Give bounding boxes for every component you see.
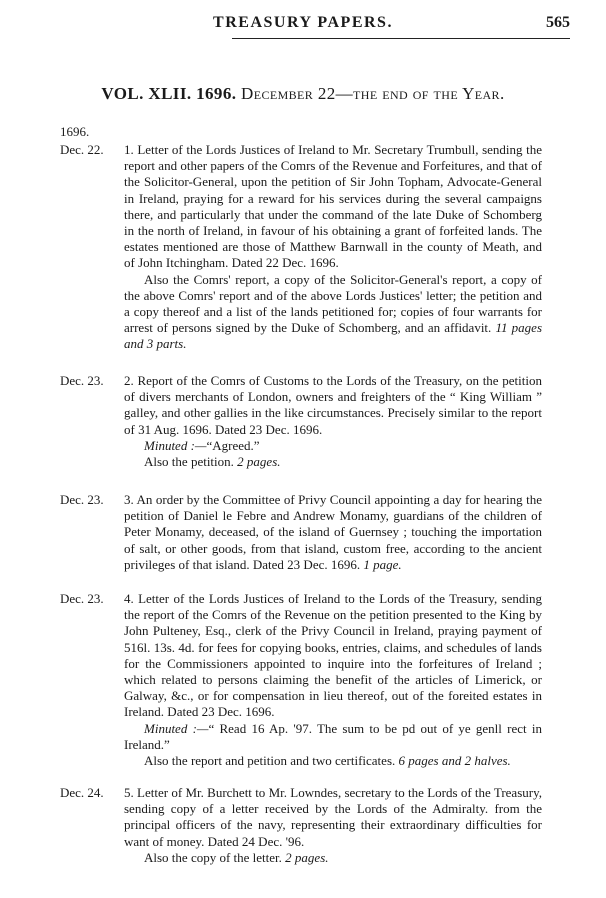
entry-date: Dec. 24.	[60, 785, 104, 800]
entry-pages: 11 pages and 3 parts.	[124, 320, 543, 352]
entry-date: Dec. 22.	[60, 142, 104, 157]
entry-text: 4. Letter of the Lords Justices of Ireland to the Lords of the Treasury, sending the report of the Comrs of the Revenue on the petition presented to the King by John Pulteney, Esq., clerk of the Privy Council in Ireland, praying payment of 516l. 13s. 4d. for fees for copying books, entries, claims, and schedules of lands for the Commissioners appointed to inquire into the forfeitures of Ireland ; which related to persons claiming the benefit of the articles of Limerick, or Galway, &c., or for compensation in lieu thereof, out of the foreited estates in Ireland. Dated 23 Dec. 1696.	[124, 591, 542, 720]
entry-pages: 1 page.	[363, 556, 402, 572]
entry-body	[124, 785, 542, 866]
entry-also-text: Also the petition.	[144, 454, 234, 470]
year-label: 1696.	[60, 124, 90, 139]
entry-also-text: Also the Comrs' report, a copy of the Solicitor-General's report, a copy of the above Comrs' report and of the above Lords Justices' letter; the petition and a copy thereof and a list of the lands petitioned for; copies of four warrants for arrest of persons signed by the Duke of Schomberg, and an affidavit.	[124, 271, 542, 336]
entry-date: Dec. 23.	[60, 591, 104, 606]
entry-date: Dec. 23.	[60, 492, 104, 507]
minuted-text: “Agreed.”	[206, 437, 260, 453]
header-rule	[232, 38, 570, 39]
entry-also	[124, 454, 542, 470]
running-title: TREASURY PAPERS.	[213, 14, 393, 31]
entry-also	[124, 850, 542, 866]
entry-also-text: Also the copy of the letter.	[144, 849, 282, 865]
volume-title: VOL. XLII. 1696.	[101, 84, 237, 103]
entry-pages: 2 pages.	[237, 454, 281, 470]
minuted-text: “ Read 16 Ap. '97. The sum to be pd out of ye genll rect in Ireland.”	[124, 720, 542, 752]
volume-heading	[0, 84, 606, 104]
entry-body	[124, 492, 542, 573]
entry-date: Dec. 23.	[60, 373, 104, 388]
running-head	[0, 14, 606, 36]
entry-body	[124, 373, 542, 470]
minuted-label: Minuted :—	[144, 720, 209, 736]
entry-minuted	[124, 721, 542, 753]
entry-body	[124, 591, 542, 769]
entry-text	[124, 492, 542, 573]
entry-minuted	[124, 438, 542, 454]
page-number: 565	[546, 14, 570, 31]
entry-text-main: 3. An order by the Committee of Privy Council appointing a day for hearing the petition of Daniel le Febre and Andrew Monamy, guardians of the children of Peter Monamy, deceased, of the island of Guernsey ; touching the importation of salt, or other goods, from that island, custom free, according to the ancient privileges of that island. Dated 23 Dec. 1696.	[124, 492, 542, 572]
entry-pages: 6 pages and 2 halves.	[398, 753, 511, 769]
entry-text: 1. Letter of the Lords Justices of Ireland to Mr. Secretary Trumbull, sending the report and other papers of the Comrs of the Revenue and Forfeitures, and that of the Solicitor-General, upon the petition of Sir John Topham, Advocate-General in Ireland, praying for a reward for his services during the several campaigns there, and particularly that under the command of the late Duke of Schomberg in the north of Ireland, in favour of his obtaining a grant of forfeited lands. The estates mentioned are those of Matthew Barnwall in the county of Meath, and of John Itchingham. Dated 22 Dec. 1696.	[124, 142, 542, 271]
minuted-label: Minuted :—	[144, 437, 207, 453]
entry-also-text: Also the report and petition and two certificates.	[144, 753, 396, 769]
entry-body	[124, 142, 542, 353]
entry-text: 2. Report of the Comrs of Customs to the Lords of the Treasury, on the petition of divers merchants of London, owners and freighters of the “ King William ” galley, and other gallies in the like circumstances. Precisely similar to the report of 31 Aug. 1696. Dated 23 Dec. 1696.	[124, 373, 542, 437]
entry-also	[124, 272, 542, 353]
entry-also	[124, 753, 542, 769]
entry-text: 5. Letter of Mr. Burchett to Mr. Lowndes, secretary to the Lords of the Treasury, sending copy of a letter received by the Lords of the Admiralty. from the principal officers of the navy, representing their extraordinary difficulties for want of money. Dated 24 Dec. '96.	[124, 785, 542, 849]
entry-pages: 2 pages.	[285, 849, 329, 865]
volume-date-range: December 22—the end of the Year.	[241, 84, 505, 103]
